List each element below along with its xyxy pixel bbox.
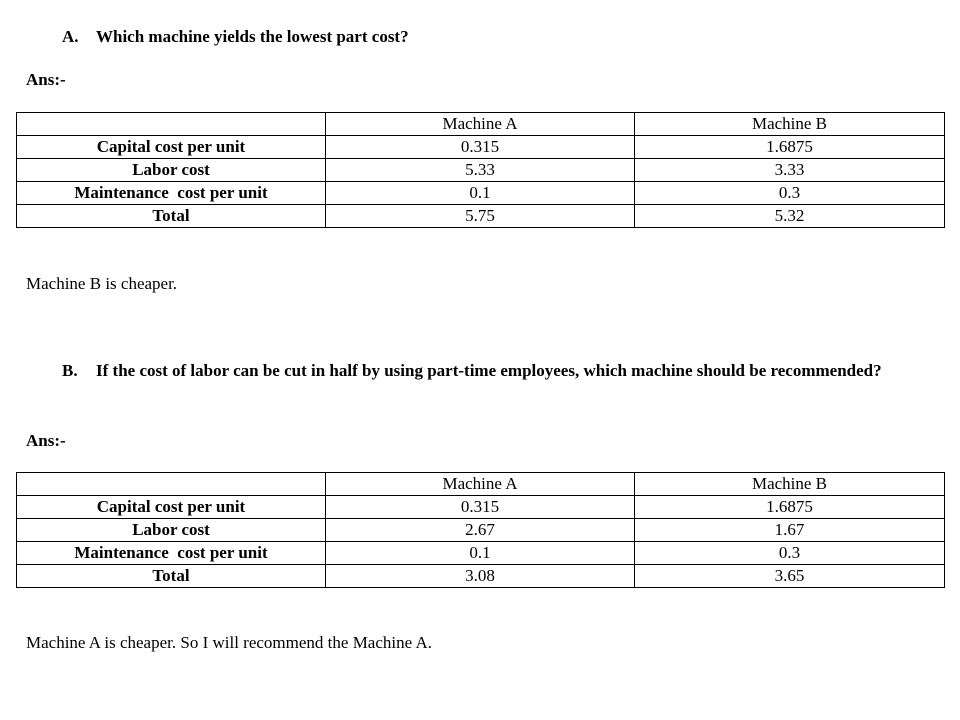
header-machine-a: Machine A <box>326 113 635 136</box>
machine-b-value: 1.67 <box>635 519 945 542</box>
question-a <box>62 23 934 50</box>
header-machine-b: Machine B <box>635 473 945 496</box>
conclusion-a: Machine B is cheaper. <box>26 274 178 293</box>
cost-table-b <box>16 472 945 588</box>
table-row <box>17 159 945 182</box>
machine-a-value: 5.33 <box>326 159 635 182</box>
table-row <box>17 136 945 159</box>
table-row <box>17 496 945 519</box>
machine-a-value: 0.315 <box>326 136 635 159</box>
table-row <box>17 519 945 542</box>
row-label: Maintenance cost per unit <box>17 542 326 565</box>
machine-a-value: 0.315 <box>326 496 635 519</box>
conclusion-b: Machine A is cheaper. So I will recommend the Machine A. <box>26 633 433 652</box>
machine-b-value: 0.3 <box>635 542 945 565</box>
cost-table-a <box>16 112 945 228</box>
header-machine-b: Machine B <box>635 113 945 136</box>
row-label: Total <box>17 565 326 588</box>
machine-a-value: 0.1 <box>326 542 635 565</box>
header-machine-a: Machine A <box>326 473 635 496</box>
machine-b-value: 3.65 <box>635 565 945 588</box>
row-label: Labor cost <box>17 159 326 182</box>
row-label: Labor cost <box>17 519 326 542</box>
machine-b-value: 1.6875 <box>635 496 945 519</box>
machine-a-value: 5.75 <box>326 205 635 228</box>
machine-a-value: 2.67 <box>326 519 635 542</box>
question-a-text: Which machine yields the lowest part cost? <box>96 27 409 46</box>
machine-b-value: 1.6875 <box>635 136 945 159</box>
machine-a-value: 0.1 <box>326 182 635 205</box>
machine-a-value: 3.08 <box>326 565 635 588</box>
row-label: Maintenance cost per unit <box>17 182 326 205</box>
table-row <box>17 182 945 205</box>
header-cell-empty <box>17 113 326 136</box>
table-row <box>17 542 945 565</box>
header-cell-empty <box>17 473 326 496</box>
question-b <box>62 357 934 384</box>
question-b-text: If the cost of labor can be cut in half by using part-time employees, which machine should be recommended? <box>96 361 882 380</box>
question-a-letter: A. <box>62 27 79 46</box>
table-header-row <box>17 473 945 496</box>
machine-b-value: 3.33 <box>635 159 945 182</box>
question-b-letter: B. <box>62 361 78 380</box>
row-label: Capital cost per unit <box>17 136 326 159</box>
table-row <box>17 565 945 588</box>
machine-b-value: 5.32 <box>635 205 945 228</box>
table-row <box>17 205 945 228</box>
answer-a-label: Ans:- <box>26 70 66 89</box>
table-header-row <box>17 113 945 136</box>
answer-b-label: Ans:- <box>26 431 66 450</box>
row-label: Total <box>17 205 326 228</box>
row-label: Capital cost per unit <box>17 496 326 519</box>
machine-b-value: 0.3 <box>635 182 945 205</box>
